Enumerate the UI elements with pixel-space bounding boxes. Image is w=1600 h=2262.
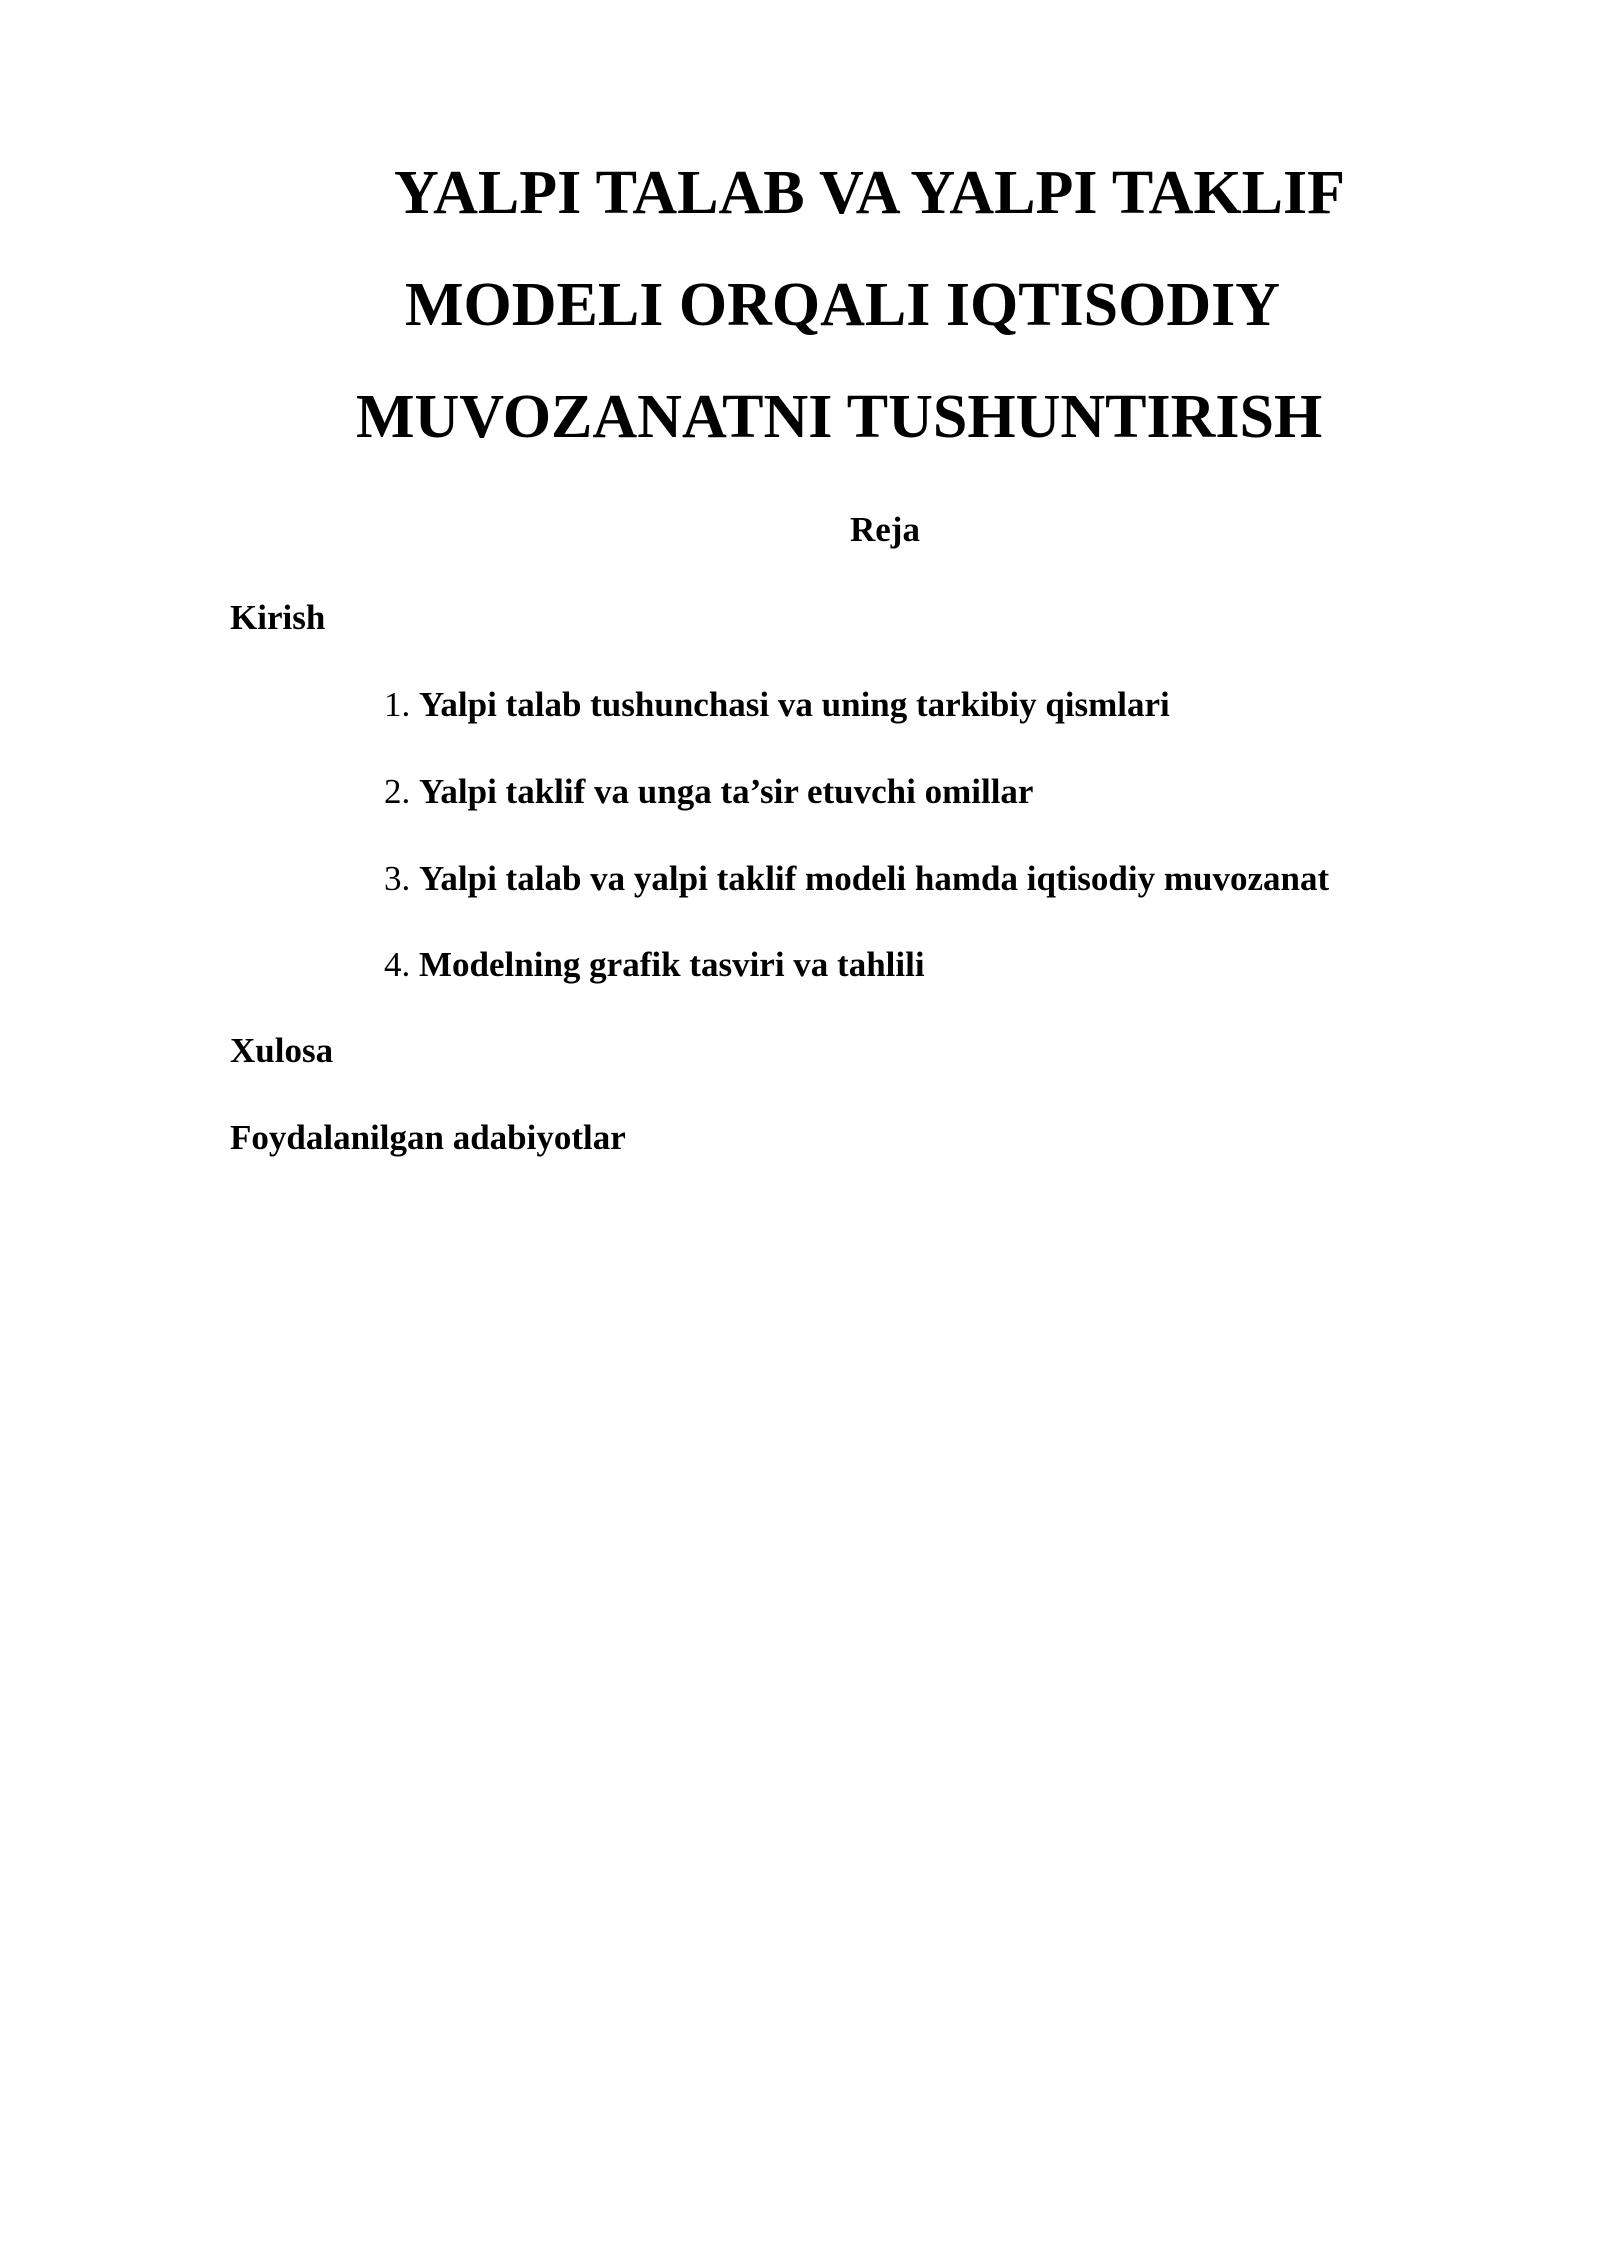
plan-item-number: 3. xyxy=(384,859,411,898)
plan-heading: Reja xyxy=(850,510,920,549)
plan-references: Foydalanilgan adabiyotlar xyxy=(230,1118,626,1157)
document-title-line-1: YALPI TALAB VA YALPI TAKLIF xyxy=(394,159,1346,227)
plan-intro: Kirish xyxy=(230,598,326,637)
plan-item-number: 2. xyxy=(384,772,411,811)
plan-item-text: Yalpi talab va yalpi taklif modeli hamda iqtisodiy muvozanat xyxy=(419,859,1330,898)
plan-item-4 xyxy=(384,947,925,982)
plan-item-2 xyxy=(384,774,1033,809)
plan-item-3 xyxy=(384,861,1329,896)
plan-item-number: 1. xyxy=(384,685,411,724)
plan-item-number: 4. xyxy=(384,945,411,984)
plan-conclusion: Xulosa xyxy=(230,1031,334,1070)
plan-item-text: Modelning grafik tasviri va tahlili xyxy=(419,945,925,984)
document-title-line-2: MODELI ORQALI IQTISODIY xyxy=(405,271,1281,339)
document-title-line-3: MUVOZANATNI TUSHUNTIRISH xyxy=(356,383,1323,451)
plan-item-1 xyxy=(384,687,1170,722)
plan-item-text: Yalpi taklif va unga ta’sir etuvchi omillar xyxy=(419,772,1034,811)
plan-item-text: Yalpi talab tushunchasi va uning tarkibiy qismlari xyxy=(419,685,1170,724)
